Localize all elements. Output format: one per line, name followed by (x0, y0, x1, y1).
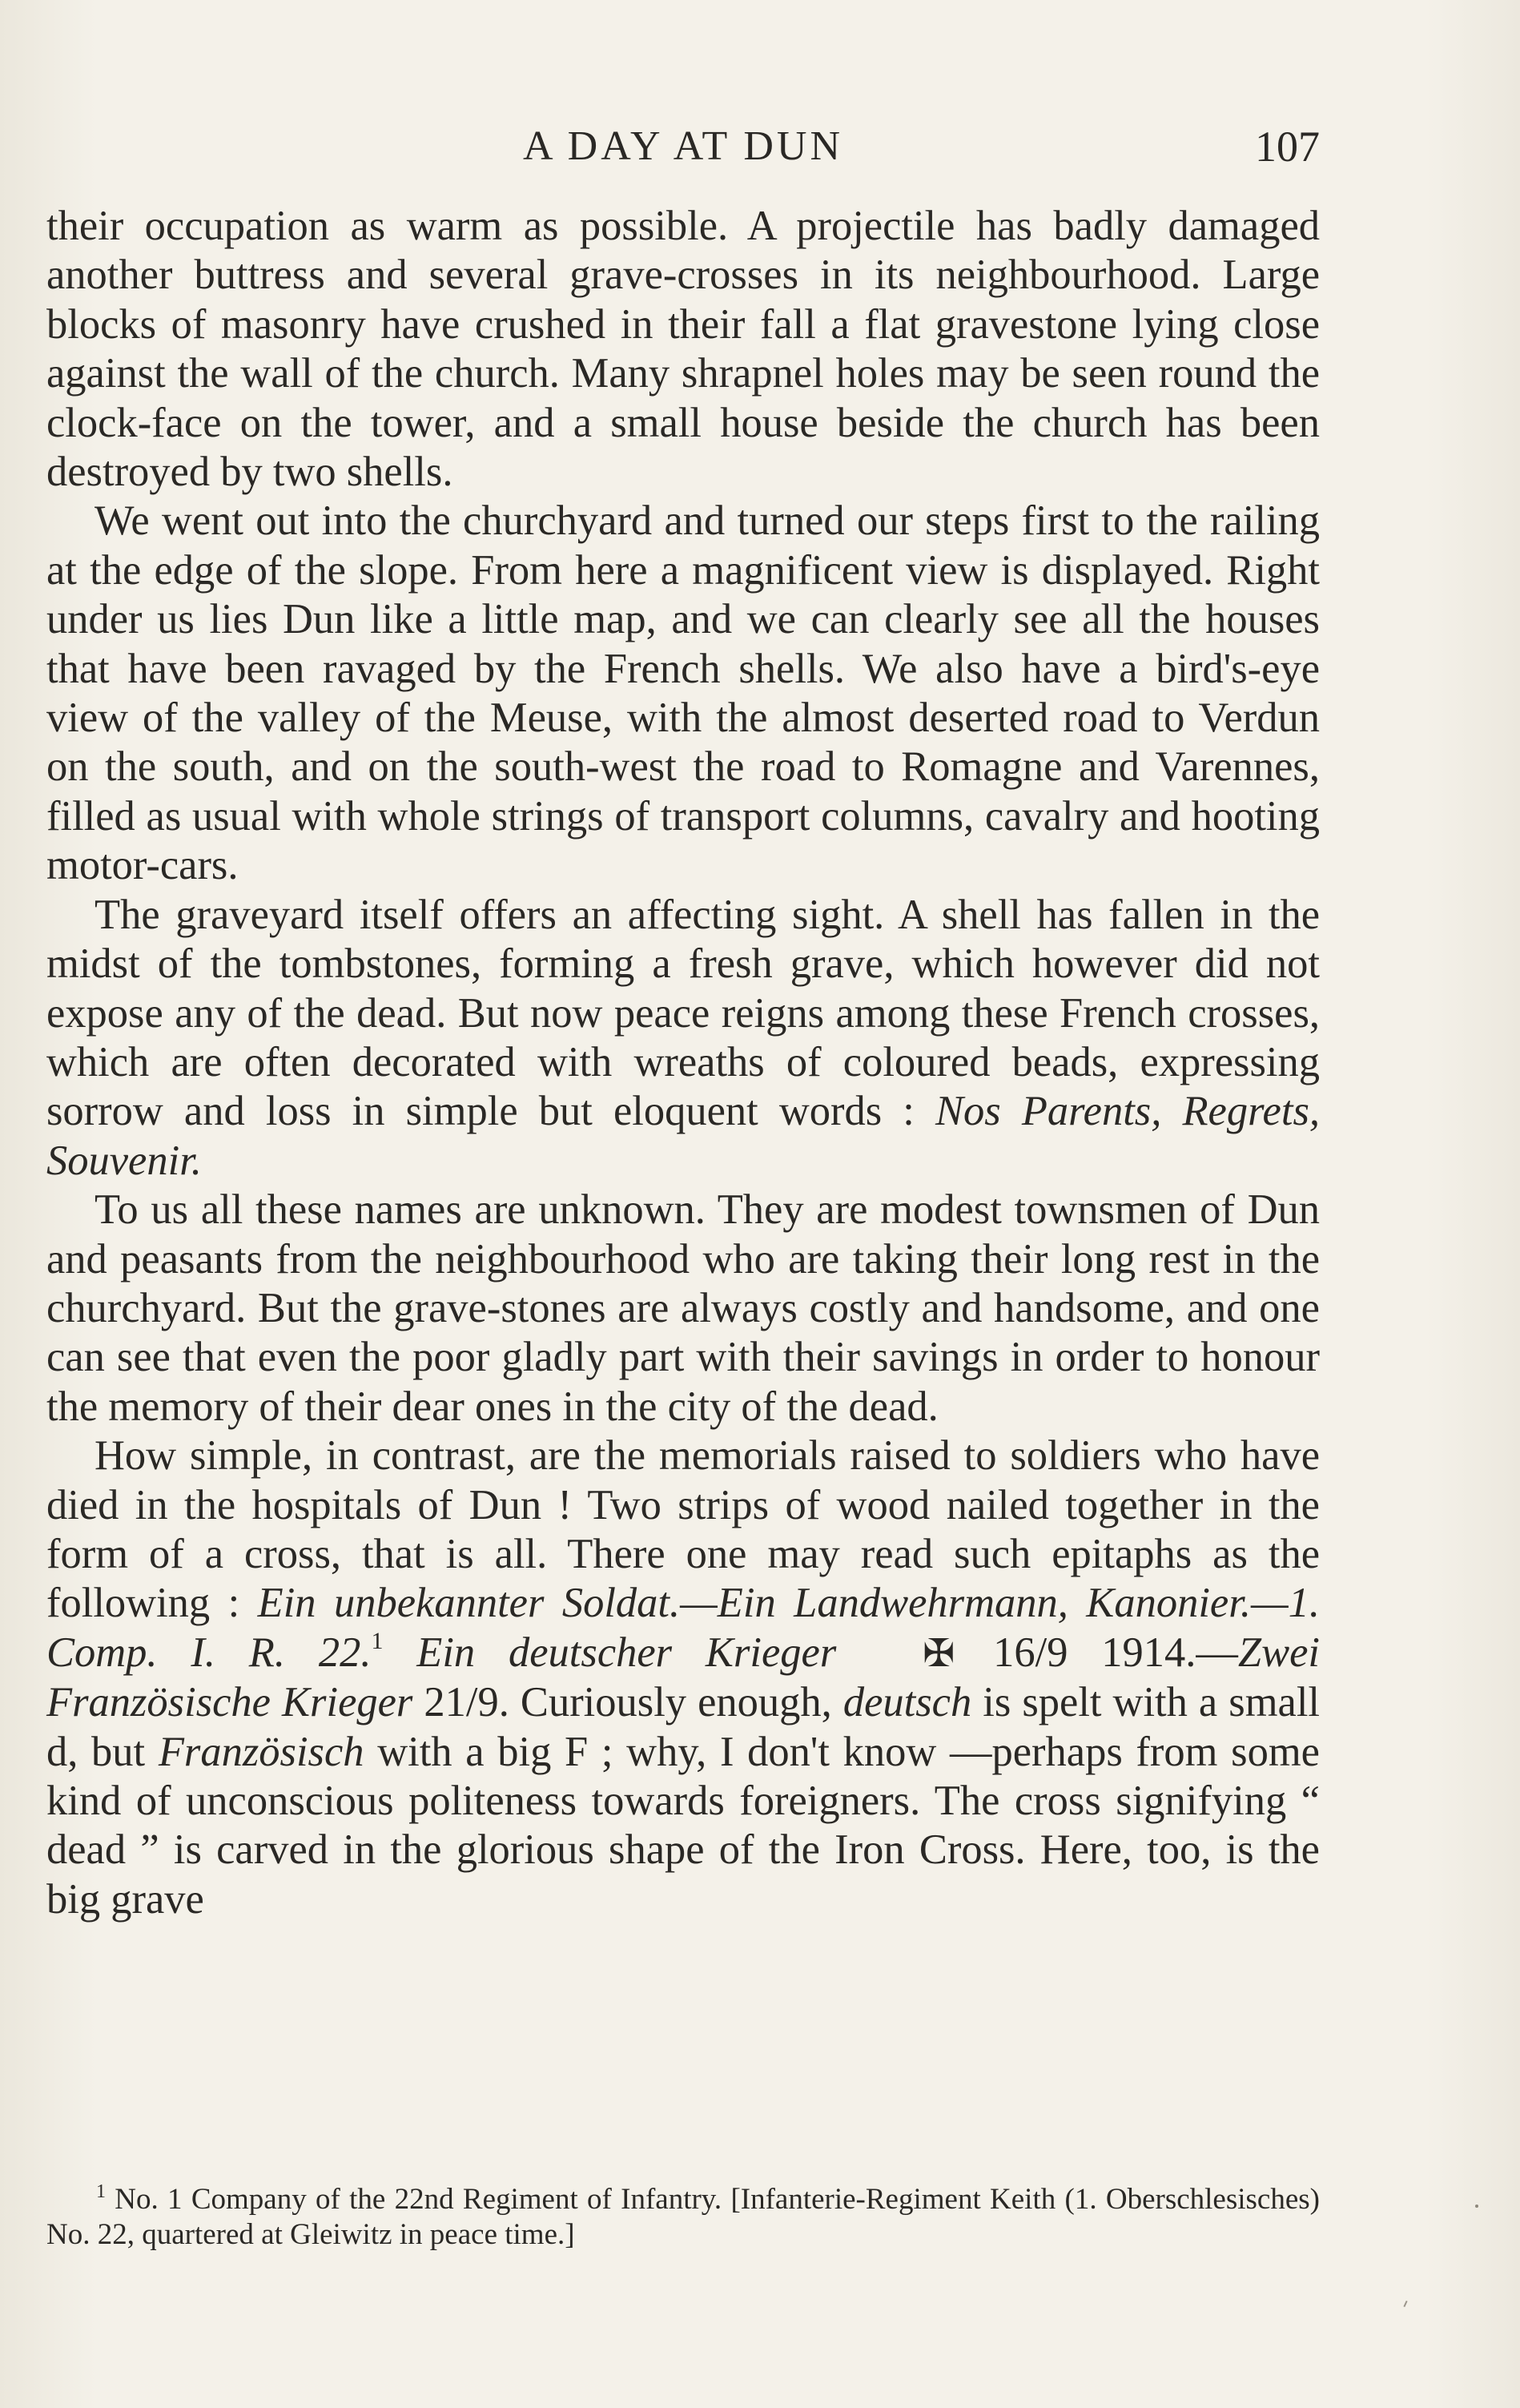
footnote-reference: 1 (371, 1627, 384, 1654)
paragraph-2: We went out into the churchyard and turned our steps first to the railing at the edge of the slope. From here a magnificent view is displayed. Right under us lies Dun like a little map, and we can clearly see all the houses that have been ravaged by the French shells. We also have a bird's-eye view of the valley of the Meuse, with the almost deserted road to Verdun on the south, and on the south-west the road to Romagne and Varennes, filled as usual with whole strings of transport columns, cavalry and hooting motor-cars. (46, 497, 1320, 889)
paragraph-5-part-h: is spelt with a small d, but (46, 1679, 1321, 1775)
running-head (46, 119, 1320, 183)
paragraph-5-word-deutsch: deutsch (842, 1679, 972, 1726)
running-title: A DAY AT DUN (522, 123, 844, 169)
paragraph-3-text: The graveyard itself offers an affecting sight. A shell has fallen in the midst of the tombstones, forming a fresh grave, which however did not expose any of the dead. But now peace reigns among these French crosses, which are often decorated with wreaths of coloured beads, expressing sorrow and loss in simple but eloquent words : (46, 891, 1320, 1135)
paragraph-5-part-a: How simple, in contrast, are the memorials raised to soldiers who have died in the hospitals of Dun ! Two strips of wood nailed together in the form of a cross, that is all. There one may read such epitaphs as the following : (46, 1432, 1320, 1627)
paragraph-5 (46, 1432, 1320, 1924)
paragraph-5-part-j: with a big F ; why, I don't know —perhaps from some kind of unconscious politeness towards foreigners. The cross signifying “ dead ” is carved in the glorious shape of the Iron Cross. Here, too, is the big grave (46, 1728, 1320, 1923)
page-number: 107 (1255, 123, 1320, 171)
paragraph-5-word-franzosisch: Französisch (158, 1728, 364, 1775)
iron-cross-icon: ✠ (923, 1632, 955, 1675)
paper-mark (1403, 2301, 1407, 2307)
paper-speck (1475, 2205, 1478, 2208)
footnote (46, 2182, 1320, 2253)
paragraph-5-epitaph-franzosische: Zwei Französische Krieger (46, 1629, 1321, 1726)
paragraph-5-epitaphs: Ein unbekannter Soldat.—Ein Landwehrmann, Kanonier.—1. Comp. I. R. 22. (46, 1580, 1321, 1676)
footnote-mark: 1 (96, 2181, 106, 2202)
paragraph-1: their occupation as warm as possible. A projectile has badly damaged another buttress and several grave-crosses in its neighbourhood. Large blocks of masonry have crushed in their fall a flat gravestone lying close against the wall of the church. Many shrapnel holes may be seen round the clock-face on the tower, and a small house beside the church has been destroyed by two shells. (46, 203, 1320, 496)
paragraph-5-date: 16/9 1914.— (993, 1629, 1238, 1676)
paragraph-4: To us all these names are unknown. They are modest townsmen of Dun and peasants from the neighbourhood who are taking their long rest in the churchyard. But the grave-stones are always costly and handsome, and one can see that even the poor gladly part with their savings in order to honour the memory of their dear ones in the city of the dead. (46, 1186, 1320, 1430)
footnote-text: No. 1 Company of the 22nd Regiment of Infantry. [Infanterie-Regiment Keith (1. Oberschlesisches) No. 22, quartered at Gleiwitz in peace time.] (46, 2183, 1321, 2251)
paragraph-5-epitaph-krieger: Ein deutscher Krieger (416, 1629, 837, 1676)
paragraph-3 (46, 891, 1320, 1186)
paragraph-5-part-f: 21/9. Curiously enough, (424, 1679, 832, 1726)
body-text (46, 202, 1320, 1924)
paragraph-3-italic: Nos Parents, Regrets, Souvenir. (46, 1088, 1320, 1184)
